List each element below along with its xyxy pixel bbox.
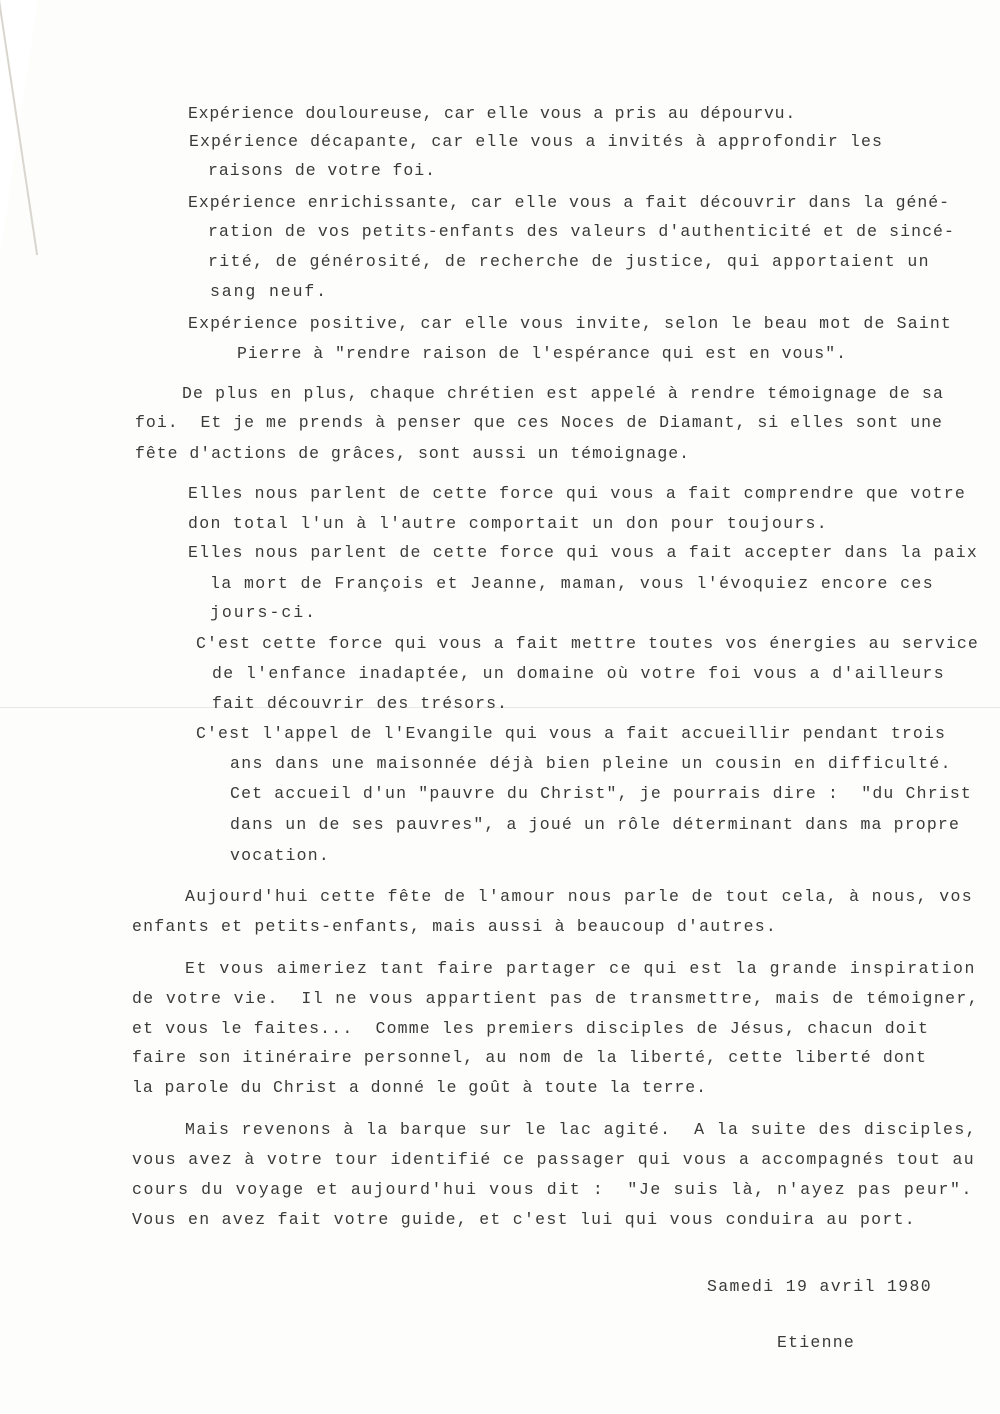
text-line: Expérience décapante, car elle vous a invités à approfondir les (189, 132, 883, 151)
text-line: Vous en avez fait votre guide, et c'est lui qui vous conduira au port. (132, 1210, 916, 1229)
text-line: Expérience positive, car elle vous invite, selon le beau mot de Saint (188, 314, 953, 333)
text-line: de l'enfance inadaptée, un domaine où votre foi vous a d'ailleurs (212, 664, 945, 683)
text-line: Et vous aimeriez tant faire partager ce qui est la grande inspiration (185, 959, 976, 978)
text-line: la parole du Christ a donné le goût à toute la terre. (132, 1078, 707, 1097)
text-line: Elles nous parlent de cette force qui vous a fait comprendre que votre (188, 484, 966, 503)
text-line: et vous le faites... Comme les premiers disciples de Jésus, chacun doit (132, 1019, 930, 1038)
text-line: Elles nous parlent de cette force qui vous a fait accepter dans la paix (188, 543, 978, 562)
text-line: ans dans une maisonnée déjà bien pleine un cousin en difficulté. (230, 754, 952, 773)
text-line: Cet accueil d'un "pauvre du Christ", je pourrais dire : "du Christ (230, 784, 972, 803)
text-line: raisons de votre foi. (208, 161, 436, 180)
text-line: la mort de François et Jeanne, maman, vous l'évoquiez encore ces (210, 574, 935, 593)
text-line: dans un de ses pauvres", a joué un rôle déterminant dans ma propre (230, 815, 961, 834)
text-line: Pierre à "rendre raison de l'espérance qui est en vous". (237, 344, 847, 363)
text-line: faire son itinéraire personnel, au nom de la liberté, cette liberté dont (132, 1048, 927, 1067)
text-line: Mais revenons à la barque sur le lac agité. A la suite des disciples, (185, 1120, 977, 1139)
letter-signature: Etienne (777, 1333, 855, 1352)
text-line: foi. Et je me prends à penser que ces Noces de Diamant, si elles sont une (135, 413, 943, 432)
text-line: De plus en plus, chaque chrétien est appelé à rendre témoignage de sa (182, 384, 945, 403)
text-line: vocation. (230, 846, 330, 865)
text-line: fête d'actions de grâces, sont aussi un témoignage. (135, 444, 691, 463)
text-line: Aujourd'hui cette fête de l'amour nous parle de tout cela, à nous, vos (185, 887, 973, 906)
text-line: Expérience douloureuse, car elle vous a pris au dépourvu. (188, 104, 796, 123)
text-line: Expérience enrichissante, car elle vous a fait découvrir dans la géné- (188, 193, 950, 212)
letter-date: Samedi 19 avril 1980 (707, 1277, 932, 1296)
text-line: don total l'un à l'autre comportait un don pour toujours. (188, 514, 828, 533)
text-line: sang neuf. (210, 282, 328, 301)
text-line: vous avez à votre tour identifié ce passager qui vous a accompagnés tout au (132, 1150, 975, 1169)
text-line: cours du voyage et aujourd'hui vous dit : "Je suis là, n'ayez pas peur". (132, 1180, 974, 1199)
text-line: C'est cette force qui vous a fait mettre toutes vos énergies au service (196, 634, 979, 653)
text-line: C'est l'appel de l'Evangile qui vous a fait accueillir pendant trois (196, 724, 947, 743)
text-line: de votre vie. Il ne vous appartient pas de transmettre, mais de témoigner, (132, 989, 980, 1008)
text-line: rité, de générosité, de recherche de justice, qui apportaient un (208, 252, 930, 271)
text-line: enfants et petits-enfants, mais aussi à beaucoup d'autres. (132, 917, 777, 936)
text-line: jours-ci. (210, 603, 317, 622)
text-line: fait découvrir des trésors. (212, 694, 508, 713)
text-line: ration de vos petits-enfants des valeurs d'authenticité et de sincé- (208, 222, 956, 241)
